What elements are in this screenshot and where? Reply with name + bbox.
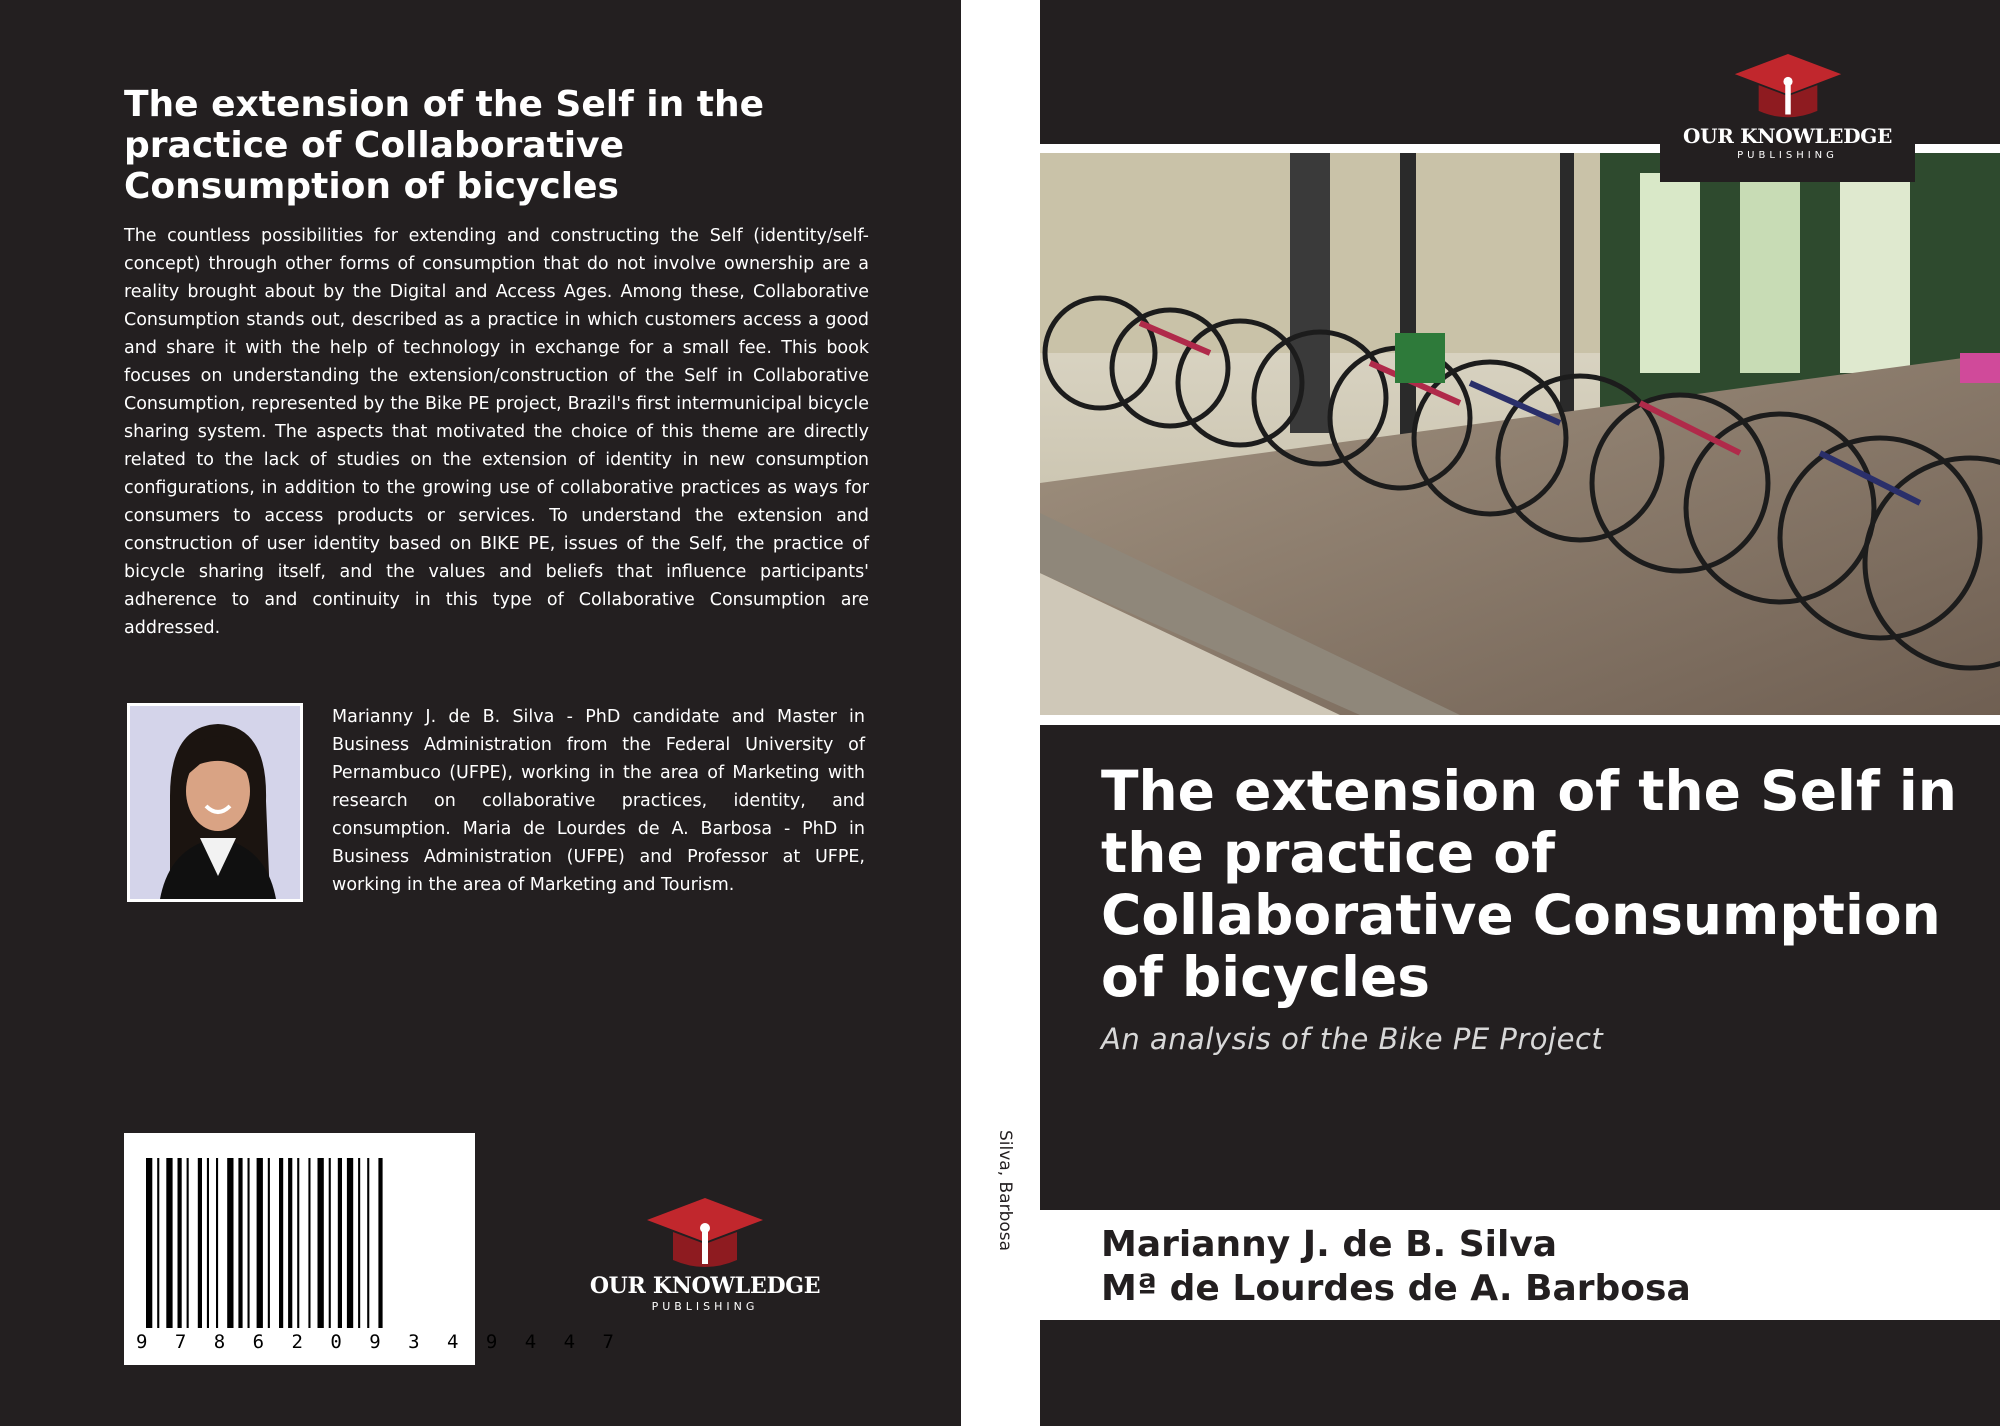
barcode-bar	[178, 1158, 182, 1328]
barcode-bar	[227, 1158, 233, 1328]
barcode-bar	[279, 1158, 283, 1328]
publisher-name: OUR KNOWLEDGE	[1682, 124, 1893, 148]
barcode-bar	[198, 1158, 202, 1328]
author-name-2: Mª de Lourdes de A. Barbosa	[1101, 1268, 1691, 1309]
front-cover-subtitle: An analysis of the Bike PE Project	[1101, 1022, 1604, 1056]
divider-band-mid	[1040, 715, 2000, 725]
barcode-bar	[329, 1158, 331, 1328]
author-photo	[127, 703, 303, 902]
author-name-1: Marianny J. de B. Silva	[1101, 1224, 1558, 1265]
barcode-bar	[257, 1158, 263, 1328]
barcode-bar	[288, 1158, 292, 1328]
back-cover-blurb: The countless possibilities for extending and constructing the Self (identity/self-concept) through other forms of consumption that do not involve ownership are a reality brought about by the Digital and Access Ages. Among these, Collaborative Consumption stands out, described as a practice in which customers access a good and share it with the help of technology in exchange for a small fee. This book focuses on understanding the extension/construction of the Self in Collaborative Consumption, represented by the Bike PE project, Brazil's first intermunicipal bicycle sharing system. The aspects that motivated the choice of this theme are directly related to the lack of studies on the extension of identity in new consumption configurations, in addition to the growing use of collaborative practices as ways for consumers to access products or services. To understand the extension and construction of user identity based on BIKE PE, issues of the Self, the practice of bicycle sharing itself, and the values and beliefs that influence participants' adherence to and continuity in this type of Collaborative Consumption are addressed.	[124, 226, 869, 638]
barcode-bar	[297, 1158, 299, 1328]
barcode-bar	[166, 1158, 172, 1328]
barcode-bar	[347, 1158, 353, 1328]
graduation-cap-icon	[645, 1198, 765, 1270]
barcode-bar	[157, 1158, 159, 1328]
publisher-logo-back	[580, 1198, 830, 1328]
publisher-sub: PUBLISHING	[651, 1300, 759, 1313]
barcode-bar	[338, 1158, 342, 1328]
barcode-bar	[358, 1158, 360, 1328]
cover-photo-bicycles	[1040, 153, 2000, 715]
publisher-sub: PUBLISHING	[1737, 150, 1838, 161]
spine-authors: Silva, Barbosa	[995, 1130, 1015, 1252]
barcode-bar	[146, 1158, 152, 1328]
barcode-bar	[216, 1158, 218, 1328]
barcode-bar	[207, 1158, 209, 1328]
barcode-bar	[367, 1158, 369, 1328]
barcode-bar	[187, 1158, 189, 1328]
publisher-name: OUR KNOWLEDGE	[589, 1273, 821, 1299]
graduation-cap-icon	[1733, 54, 1843, 120]
front-cover-title: The extension of the Self in the practice of Collaborative Consumption of bicycles	[1101, 759, 1957, 1009]
barcode-bar	[248, 1158, 250, 1328]
back-cover-title: The extension of the Self in the practice of Collaborative Consumption of bicycles	[124, 84, 765, 207]
barcode-bar	[238, 1158, 242, 1328]
barcode-bar	[308, 1158, 310, 1328]
author-bio: Marianny J. de B. Silva - PhD candidate and Master in Business Administration from the Federal University of Pernambuco (UFPE), working in the area of Marketing with research on collaborative practices, identity, and consumption. Maria de Lourdes de A. Barbosa - PhD in Business Administration (UFPE) and Professor at UFPE, working in the area of Marketing and Tourism.	[332, 707, 865, 895]
publisher-logo-front	[1660, 50, 1915, 182]
barcode-bar	[318, 1158, 324, 1328]
barcode-bar	[268, 1158, 270, 1328]
barcode	[124, 1133, 622, 1365]
barcode-bar	[378, 1158, 382, 1328]
isbn-number: 9 7 8 6 2 0 9 3 4 9 4 4 7	[136, 1331, 622, 1353]
